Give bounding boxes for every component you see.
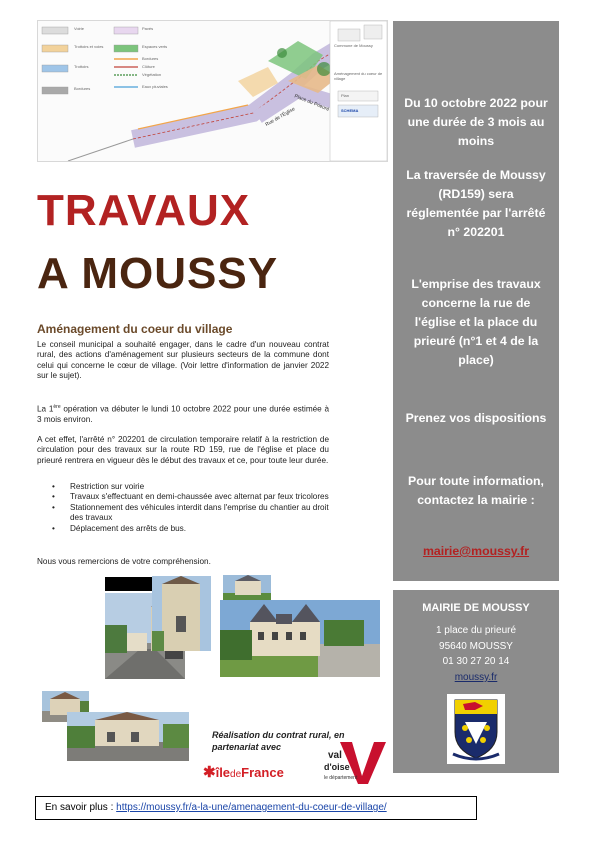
mairie-phone: 01 30 27 20 14 [442,656,510,667]
idf-france: France [241,765,284,780]
photo-village-street [67,712,189,761]
intro-paragraph: Le conseil municipal a souhaité engager, dans le cadre d'un nouveau contrat rural, des actions d'aménagement sur plusieurs secteurs de la commune dont celui qui concerne le cœur de village. (Voir lettre d'information de janvier 2022 sur le sujet). [37,340,329,381]
footer-project-link[interactable]: https://moussy.fr/a-la-une/amenagement-du-coeur-de-village/ [116,802,387,813]
site-plan-drawing [38,21,387,161]
partnership-credit: Réalisation du contrat rural, en partenariat avec [212,730,345,752]
footer-label: En savoir plus : [45,802,114,813]
arrete-paragraph: A cet effet, l'arrêté n° 202201 de circulation temporaire relatif à la restriction de circulation pour des travaux sur la route RD 159, rue de l'église et place du prieuré rentrera en vigueur dès le début des travaux et ce, pour toute leur durée. [37,435,329,465]
legend-label-10: Eaux pluviales [142,84,168,89]
plan-schema-label: SCHEMA [341,108,359,113]
title-line-1: TRAVAUX [37,186,251,235]
sidebar-date: Du 10 octobre 2022 pour une durée de 3 mois au moins [404,96,548,148]
vo-top: val [328,750,342,761]
legend-label-1: Voirie [74,26,85,31]
street-label-prieure: Place du Prieuré [293,93,330,113]
footer-more-info [35,796,477,820]
operation-sup: ère [53,404,61,410]
mairie-contact-box [393,590,559,773]
info-sidebar [393,21,559,581]
plan-commune-label: Commune de Moussy [334,43,373,48]
sidebar-info: Pour toute information, contactez la mairie : [408,474,544,507]
list-item: • Restriction sur voirie [52,482,334,492]
site-plan-map [37,20,388,162]
idf-ile: île [215,765,231,780]
val-doise-logo [324,742,390,786]
legend-label-2: Trottoirs et voies [74,44,104,49]
mairie-address-2: 95640 MOUSSY [439,641,513,652]
restrictions-list [52,482,334,534]
list-item: • Stationnement des véhicules interdit dans l'emprise du chantier au droit des travaux [52,503,334,524]
list-item: • Travaux s'effectuant en demi-chaussée avec alternat par feux tricolores [52,492,334,502]
vo-mid: d'oise [324,762,350,772]
subtitle: Aménagement du coeur du village [37,322,233,336]
sidebar-traversee: La traversée de Moussy (RD159) sera réglementée par l'arrêté n° 202201 [406,168,546,239]
photo-church-tower [152,576,211,651]
list-item: • Déplacement des arrêts de bus. [52,524,334,534]
operation-paragraph [37,402,329,426]
sidebar-dispositions: Prenez vos dispositions [405,411,547,425]
operation-rest: opération va débuter le lundi 10 octobre 2022 pour une durée estimée à 3 mois environ. [37,404,330,425]
ile-de-france-logo [203,763,284,781]
thanks-text: Nous vous remercions de votre compréhension. [37,557,211,566]
title-line-2: A MOUSSY [37,249,279,298]
legend-label-4: Bordures [74,86,91,91]
street-label-eglise: Rue de l'Église [264,106,297,128]
legend-label-7: Bordures [142,56,159,61]
legend-label-5: Pavés [142,26,154,31]
legend-label-8: Clôture [142,64,155,69]
legend-label-3: Trottoirs [74,64,89,69]
legend-label-6: Espaces verts [142,44,168,49]
mairie-address-1: 1 place du prieuré [435,625,517,636]
sidebar-emprise: L'emprise des travaux concerne la rue de l'église et la place du prieuré (n°1 et 4 de la place) [411,277,541,367]
vo-bot: le département [324,775,358,781]
redaction-bar [105,577,155,591]
photo-manor-house [220,600,380,677]
moussy-crest-icon [447,694,505,764]
mairie-email-link[interactable]: mairie@moussy.fr [422,544,530,558]
operation-prefix: La 1 [37,404,54,414]
mairie-title: MAIRIE DE MOUSSY [422,602,530,614]
idf-star-icon: ✱ [203,764,216,781]
idf-de: de [230,769,242,780]
photo-manor-small [223,575,271,602]
plan-project-label: Aménagement du coeur de village [334,71,383,81]
legend-label-9: Végétation [142,72,162,77]
plan-sheet-label: Plan [341,93,350,98]
mairie-website-link[interactable]: moussy.fr [454,672,498,683]
